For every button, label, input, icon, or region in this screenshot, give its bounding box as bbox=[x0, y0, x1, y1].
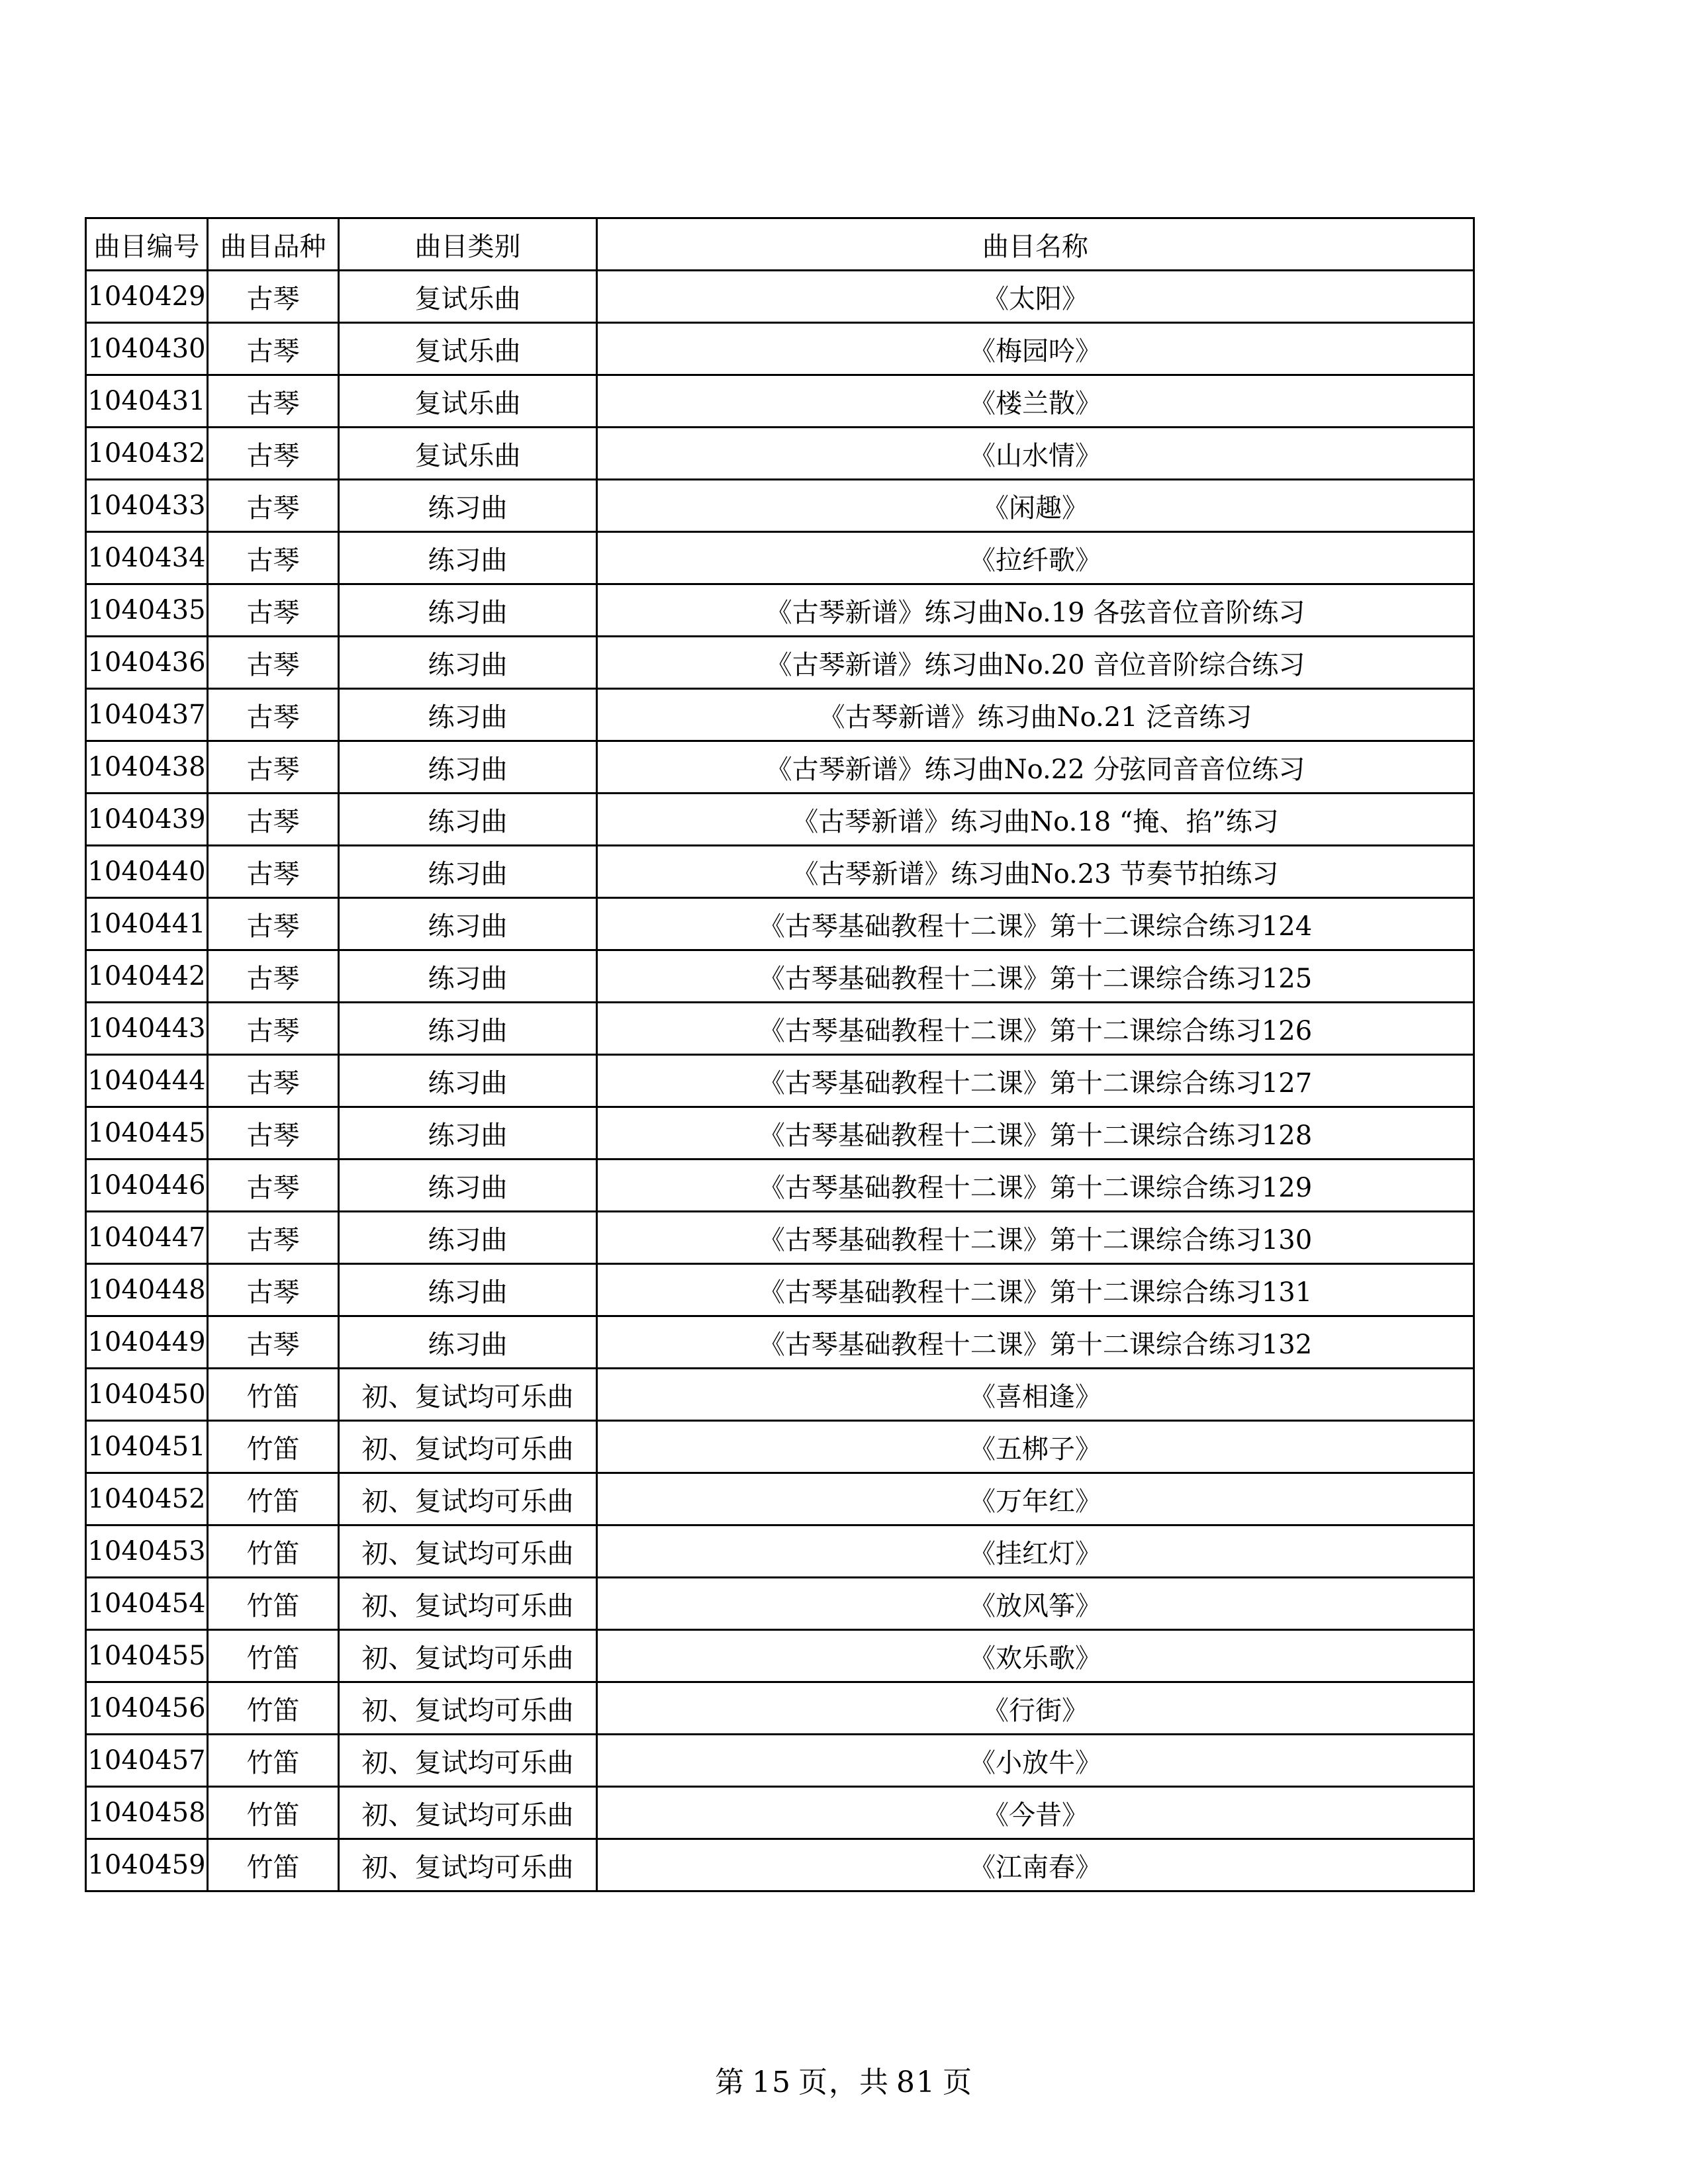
cell-piece-variety: 竹笛 bbox=[208, 1735, 339, 1787]
cell-piece-category: 练习曲 bbox=[339, 846, 597, 898]
table-row bbox=[86, 323, 1474, 375]
cell-piece-category: 练习曲 bbox=[339, 950, 597, 1003]
table-row bbox=[86, 1212, 1474, 1264]
cell-piece-variety: 古琴 bbox=[208, 532, 339, 584]
cell-piece-variety: 古琴 bbox=[208, 898, 339, 950]
cell-piece-name: 《欢乐歌》 bbox=[597, 1630, 1474, 1682]
cell-piece-category: 练习曲 bbox=[339, 1316, 597, 1369]
cell-piece-variety: 古琴 bbox=[208, 271, 339, 323]
cell-piece-category: 初、复试均可乐曲 bbox=[339, 1682, 597, 1735]
cell-piece-name: 《楼兰散》 bbox=[597, 375, 1474, 428]
cell-piece-category: 初、复试均可乐曲 bbox=[339, 1839, 597, 1891]
cell-piece-name: 《古琴新谱》练习曲No.22 分弦同音音位练习 bbox=[597, 741, 1474, 794]
table-body bbox=[86, 271, 1474, 1891]
table-row bbox=[86, 1525, 1474, 1578]
cell-piece-name: 《古琴基础教程十二课》第十二课综合练习125 bbox=[597, 950, 1474, 1003]
cell-piece-code: 1040431 bbox=[86, 375, 208, 428]
cell-piece-category: 练习曲 bbox=[339, 1055, 597, 1107]
header-piece-code: 曲目编号 bbox=[86, 218, 208, 271]
cell-piece-category: 复试乐曲 bbox=[339, 271, 597, 323]
cell-piece-name: 《古琴新谱》练习曲No.21 泛音练习 bbox=[597, 689, 1474, 741]
table-row bbox=[86, 375, 1474, 428]
cell-piece-code: 1040452 bbox=[86, 1473, 208, 1525]
cell-piece-category: 初、复试均可乐曲 bbox=[339, 1525, 597, 1578]
cell-piece-variety: 竹笛 bbox=[208, 1369, 339, 1421]
cell-piece-variety: 竹笛 bbox=[208, 1630, 339, 1682]
cell-piece-category: 练习曲 bbox=[339, 1107, 597, 1160]
table-row bbox=[86, 1578, 1474, 1630]
table-row bbox=[86, 584, 1474, 637]
cell-piece-code: 1040459 bbox=[86, 1839, 208, 1891]
cell-piece-variety: 竹笛 bbox=[208, 1473, 339, 1525]
cell-piece-name: 《拉纤歌》 bbox=[597, 532, 1474, 584]
cell-piece-code: 1040444 bbox=[86, 1055, 208, 1107]
cell-piece-category: 初、复试均可乐曲 bbox=[339, 1630, 597, 1682]
table-row bbox=[86, 637, 1474, 689]
cell-piece-name: 《古琴新谱》练习曲No.23 节奏节拍练习 bbox=[597, 846, 1474, 898]
cell-piece-variety: 古琴 bbox=[208, 1264, 339, 1316]
cell-piece-code: 1040449 bbox=[86, 1316, 208, 1369]
cell-piece-category: 练习曲 bbox=[339, 637, 597, 689]
footer-middle: 页，共 bbox=[798, 2066, 890, 2099]
cell-piece-code: 1040442 bbox=[86, 950, 208, 1003]
cell-piece-category: 初、复试均可乐曲 bbox=[339, 1421, 597, 1473]
cell-piece-name: 《古琴新谱》练习曲No.19 各弦音位音阶练习 bbox=[597, 584, 1474, 637]
cell-piece-name: 《古琴基础教程十二课》第十二课综合练习128 bbox=[597, 1107, 1474, 1160]
cell-piece-variety: 古琴 bbox=[208, 637, 339, 689]
cell-piece-code: 1040429 bbox=[86, 271, 208, 323]
cell-piece-variety: 古琴 bbox=[208, 375, 339, 428]
table-row bbox=[86, 1839, 1474, 1891]
cell-piece-name: 《古琴基础教程十二课》第十二课综合练习131 bbox=[597, 1264, 1474, 1316]
cell-piece-variety: 古琴 bbox=[208, 794, 339, 846]
table-row bbox=[86, 1369, 1474, 1421]
footer-prefix: 第 bbox=[715, 2066, 745, 2099]
cell-piece-category: 练习曲 bbox=[339, 1160, 597, 1212]
cell-piece-category: 练习曲 bbox=[339, 1003, 597, 1055]
cell-piece-name: 《古琴新谱》练习曲No.20 音位音阶综合练习 bbox=[597, 637, 1474, 689]
cell-piece-variety: 古琴 bbox=[208, 950, 339, 1003]
cell-piece-category: 练习曲 bbox=[339, 898, 597, 950]
table-row bbox=[86, 1160, 1474, 1212]
cell-piece-code: 1040445 bbox=[86, 1107, 208, 1160]
cell-piece-code: 1040455 bbox=[86, 1630, 208, 1682]
cell-piece-variety: 竹笛 bbox=[208, 1525, 339, 1578]
cell-piece-category: 练习曲 bbox=[339, 1212, 597, 1264]
cell-piece-variety: 古琴 bbox=[208, 741, 339, 794]
cell-piece-variety: 古琴 bbox=[208, 428, 339, 480]
cell-piece-variety: 竹笛 bbox=[208, 1787, 339, 1839]
cell-piece-name: 《古琴基础教程十二课》第十二课综合练习126 bbox=[597, 1003, 1474, 1055]
cell-piece-variety: 古琴 bbox=[208, 1160, 339, 1212]
cell-piece-category: 练习曲 bbox=[339, 480, 597, 532]
cell-piece-code: 1040456 bbox=[86, 1682, 208, 1735]
cell-piece-name: 《放风筝》 bbox=[597, 1578, 1474, 1630]
header-piece-variety: 曲目品种 bbox=[208, 218, 339, 271]
cell-piece-category: 初、复试均可乐曲 bbox=[339, 1473, 597, 1525]
table-row bbox=[86, 532, 1474, 584]
cell-piece-name: 《喜相逢》 bbox=[597, 1369, 1474, 1421]
cell-piece-name: 《山水情》 bbox=[597, 428, 1474, 480]
cell-piece-name: 《古琴基础教程十二课》第十二课综合练习132 bbox=[597, 1316, 1474, 1369]
cell-piece-name: 《太阳》 bbox=[597, 271, 1474, 323]
cell-piece-name: 《古琴基础教程十二课》第十二课综合练习130 bbox=[597, 1212, 1474, 1264]
table-row bbox=[86, 1316, 1474, 1369]
cell-piece-code: 1040430 bbox=[86, 323, 208, 375]
footer-current-page: 15 bbox=[752, 2066, 792, 2099]
cell-piece-code: 1040439 bbox=[86, 794, 208, 846]
repertoire-table bbox=[85, 217, 1475, 1892]
cell-piece-category: 初、复试均可乐曲 bbox=[339, 1578, 597, 1630]
table-row bbox=[86, 1055, 1474, 1107]
footer-suffix: 页 bbox=[943, 2066, 973, 2099]
cell-piece-variety: 古琴 bbox=[208, 1316, 339, 1369]
header-piece-category: 曲目类别 bbox=[339, 218, 597, 271]
cell-piece-code: 1040453 bbox=[86, 1525, 208, 1578]
cell-piece-name: 《万年红》 bbox=[597, 1473, 1474, 1525]
table-row bbox=[86, 1630, 1474, 1682]
cell-piece-variety: 古琴 bbox=[208, 584, 339, 637]
cell-piece-name: 《小放牛》 bbox=[597, 1735, 1474, 1787]
cell-piece-name: 《江南春》 bbox=[597, 1839, 1474, 1891]
cell-piece-name: 《闲趣》 bbox=[597, 480, 1474, 532]
cell-piece-name: 《古琴基础教程十二课》第十二课综合练习127 bbox=[597, 1055, 1474, 1107]
cell-piece-category: 练习曲 bbox=[339, 532, 597, 584]
table-row bbox=[86, 428, 1474, 480]
table-row bbox=[86, 480, 1474, 532]
table-row bbox=[86, 1473, 1474, 1525]
cell-piece-code: 1040451 bbox=[86, 1421, 208, 1473]
cell-piece-code: 1040433 bbox=[86, 480, 208, 532]
cell-piece-category: 初、复试均可乐曲 bbox=[339, 1735, 597, 1787]
cell-piece-name: 《行街》 bbox=[597, 1682, 1474, 1735]
cell-piece-name: 《挂红灯》 bbox=[597, 1525, 1474, 1578]
cell-piece-code: 1040434 bbox=[86, 532, 208, 584]
cell-piece-code: 1040458 bbox=[86, 1787, 208, 1839]
table-row bbox=[86, 689, 1474, 741]
cell-piece-variety: 竹笛 bbox=[208, 1578, 339, 1630]
cell-piece-code: 1040450 bbox=[86, 1369, 208, 1421]
cell-piece-variety: 竹笛 bbox=[208, 1421, 339, 1473]
cell-piece-code: 1040435 bbox=[86, 584, 208, 637]
cell-piece-category: 练习曲 bbox=[339, 794, 597, 846]
cell-piece-code: 1040447 bbox=[86, 1212, 208, 1264]
cell-piece-code: 1040441 bbox=[86, 898, 208, 950]
table-row bbox=[86, 1682, 1474, 1735]
cell-piece-code: 1040448 bbox=[86, 1264, 208, 1316]
cell-piece-name: 《五梆子》 bbox=[597, 1421, 1474, 1473]
header-piece-name: 曲目名称 bbox=[597, 218, 1474, 271]
table-row bbox=[86, 1264, 1474, 1316]
cell-piece-code: 1040446 bbox=[86, 1160, 208, 1212]
table-row bbox=[86, 898, 1474, 950]
cell-piece-category: 复试乐曲 bbox=[339, 428, 597, 480]
footer-total-pages: 81 bbox=[896, 2066, 936, 2099]
table-row bbox=[86, 741, 1474, 794]
cell-piece-code: 1040437 bbox=[86, 689, 208, 741]
cell-piece-category: 练习曲 bbox=[339, 689, 597, 741]
cell-piece-variety: 古琴 bbox=[208, 689, 339, 741]
table-row bbox=[86, 1735, 1474, 1787]
cell-piece-category: 练习曲 bbox=[339, 741, 597, 794]
table-row bbox=[86, 846, 1474, 898]
cell-piece-variety: 竹笛 bbox=[208, 1839, 339, 1891]
cell-piece-name: 《梅园吟》 bbox=[597, 323, 1474, 375]
cell-piece-code: 1040438 bbox=[86, 741, 208, 794]
cell-piece-variety: 古琴 bbox=[208, 1107, 339, 1160]
table-row bbox=[86, 1421, 1474, 1473]
cell-piece-name: 《古琴新谱》练习曲No.18 “掩、掐”练习 bbox=[597, 794, 1474, 846]
cell-piece-name: 《古琴基础教程十二课》第十二课综合练习129 bbox=[597, 1160, 1474, 1212]
table-row bbox=[86, 950, 1474, 1003]
cell-piece-category: 复试乐曲 bbox=[339, 375, 597, 428]
cell-piece-category: 初、复试均可乐曲 bbox=[339, 1369, 597, 1421]
table-header-row bbox=[86, 218, 1474, 271]
cell-piece-code: 1040454 bbox=[86, 1578, 208, 1630]
cell-piece-variety: 古琴 bbox=[208, 480, 339, 532]
cell-piece-category: 初、复试均可乐曲 bbox=[339, 1787, 597, 1839]
cell-piece-name: 《古琴基础教程十二课》第十二课综合练习124 bbox=[597, 898, 1474, 950]
cell-piece-name: 《今昔》 bbox=[597, 1787, 1474, 1839]
cell-piece-variety: 竹笛 bbox=[208, 1682, 339, 1735]
table-row bbox=[86, 794, 1474, 846]
cell-piece-code: 1040443 bbox=[86, 1003, 208, 1055]
cell-piece-code: 1040436 bbox=[86, 637, 208, 689]
cell-piece-variety: 古琴 bbox=[208, 846, 339, 898]
table-row bbox=[86, 1003, 1474, 1055]
cell-piece-variety: 古琴 bbox=[208, 323, 339, 375]
cell-piece-category: 练习曲 bbox=[339, 1264, 597, 1316]
cell-piece-code: 1040457 bbox=[86, 1735, 208, 1787]
table-row bbox=[86, 1787, 1474, 1839]
cell-piece-variety: 古琴 bbox=[208, 1212, 339, 1264]
cell-piece-category: 复试乐曲 bbox=[339, 323, 597, 375]
cell-piece-code: 1040440 bbox=[86, 846, 208, 898]
cell-piece-variety: 古琴 bbox=[208, 1003, 339, 1055]
cell-piece-category: 练习曲 bbox=[339, 584, 597, 637]
cell-piece-code: 1040432 bbox=[86, 428, 208, 480]
cell-piece-variety: 古琴 bbox=[208, 1055, 339, 1107]
page-footer bbox=[0, 2058, 1688, 2101]
table-row bbox=[86, 271, 1474, 323]
table-row bbox=[86, 1107, 1474, 1160]
